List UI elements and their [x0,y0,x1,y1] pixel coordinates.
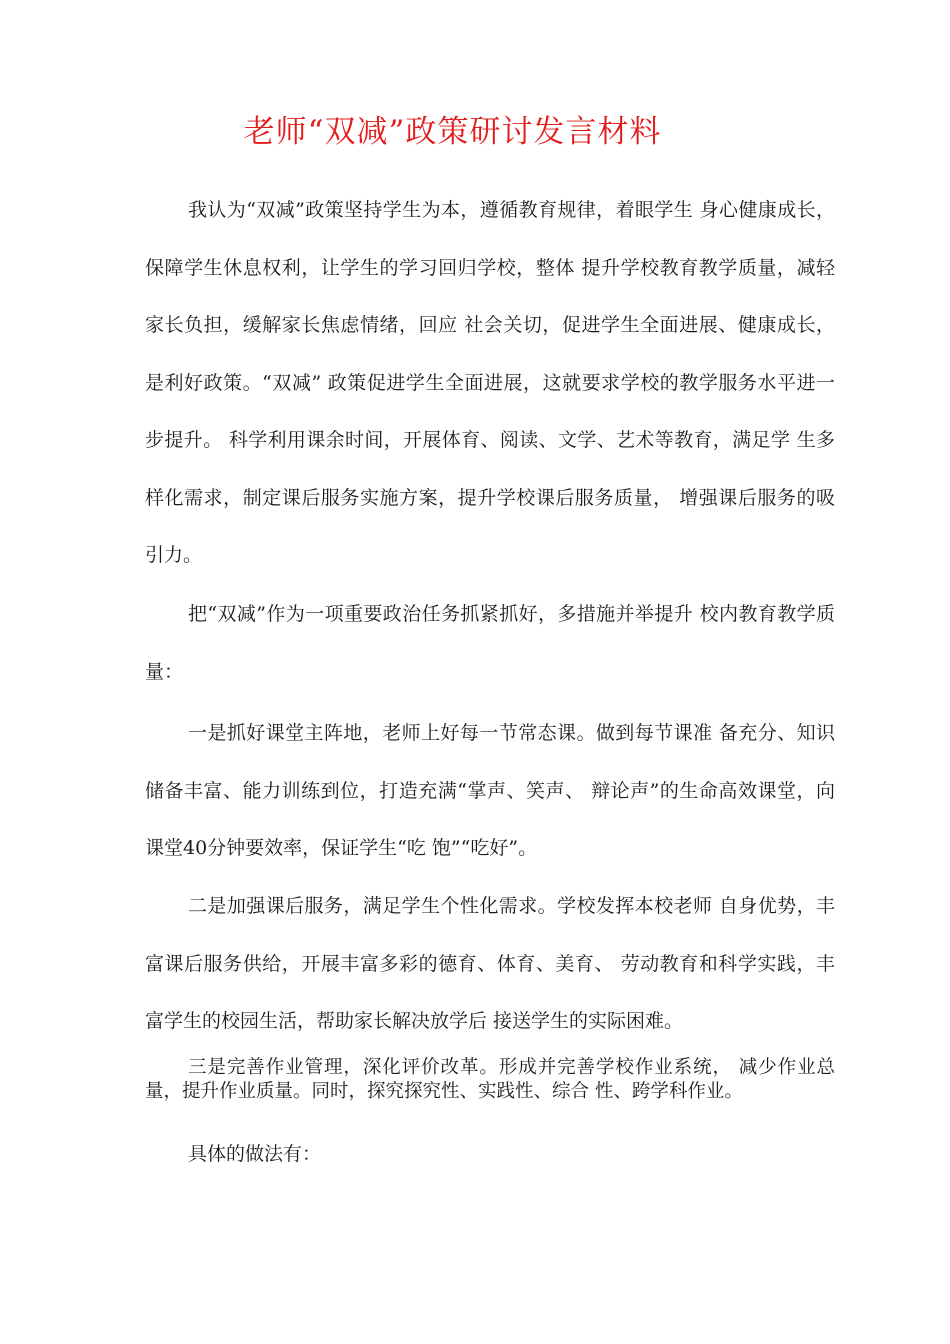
paragraph-intro: 我认为“双减”政策坚持学生为本，遵循教育规律，着眼学生 身心健康成长，保障学生休息权利，让学生的学习回归学校，整体 提升学校教育教学质量，减轻家长负担，缓解家长焦虑情绪，回应 社会关切，促进学生全面进展、健康成长，是利好政策。“双减” 政策促进学生全面进展，这就要求学校的教学服务水平进一步提升。 科学利用课余时间，开展体育、阅读、文学、艺术等教育，满足学 生多样化需求，制定课后服务实施方案，提升学校课后服务质量， 增强课后服务的吸引力。 [145,199,835,566]
paragraph-measures-lead: 把“双减”作为一项重要政治任务抓紧抓好，多措施并举提升 校内教育教学质量： [145,603,835,683]
document-title: 老师“双减”政策研讨发言材料 [243,114,662,150]
paragraph-point-one: 一是抓好课堂主阵地，老师上好每一节常态课。做到每节课准 备充分、知识储备丰富、能力训练到位，打造充满“掌声、笑声、 辩论声”的生命高效课堂，向课堂40分钟要效率，保证学生“吃 饱”“吃好”。 [145,722,835,859]
paragraph-point-two: 二是加强课后服务，满足学生个性化需求。学校发挥本校老师 自身优势，丰富课后服务供给，开展丰富多彩的德育、体育、美育、 劳动教育和科学实践，丰富学生的校园生活，帮助家长解决放学后 接送学生的实际困难。 [145,895,835,1032]
paragraph-practices-lead: 具体的做法有： [188,1143,322,1165]
paragraph-point-three: 三是完善作业管理，深化评价改革。形成并完善学校作业系统， 减少作业总量，提升作业质量。同时，探究探究性、实践性、综合 性、跨学科作业。 [145,1057,835,1102]
